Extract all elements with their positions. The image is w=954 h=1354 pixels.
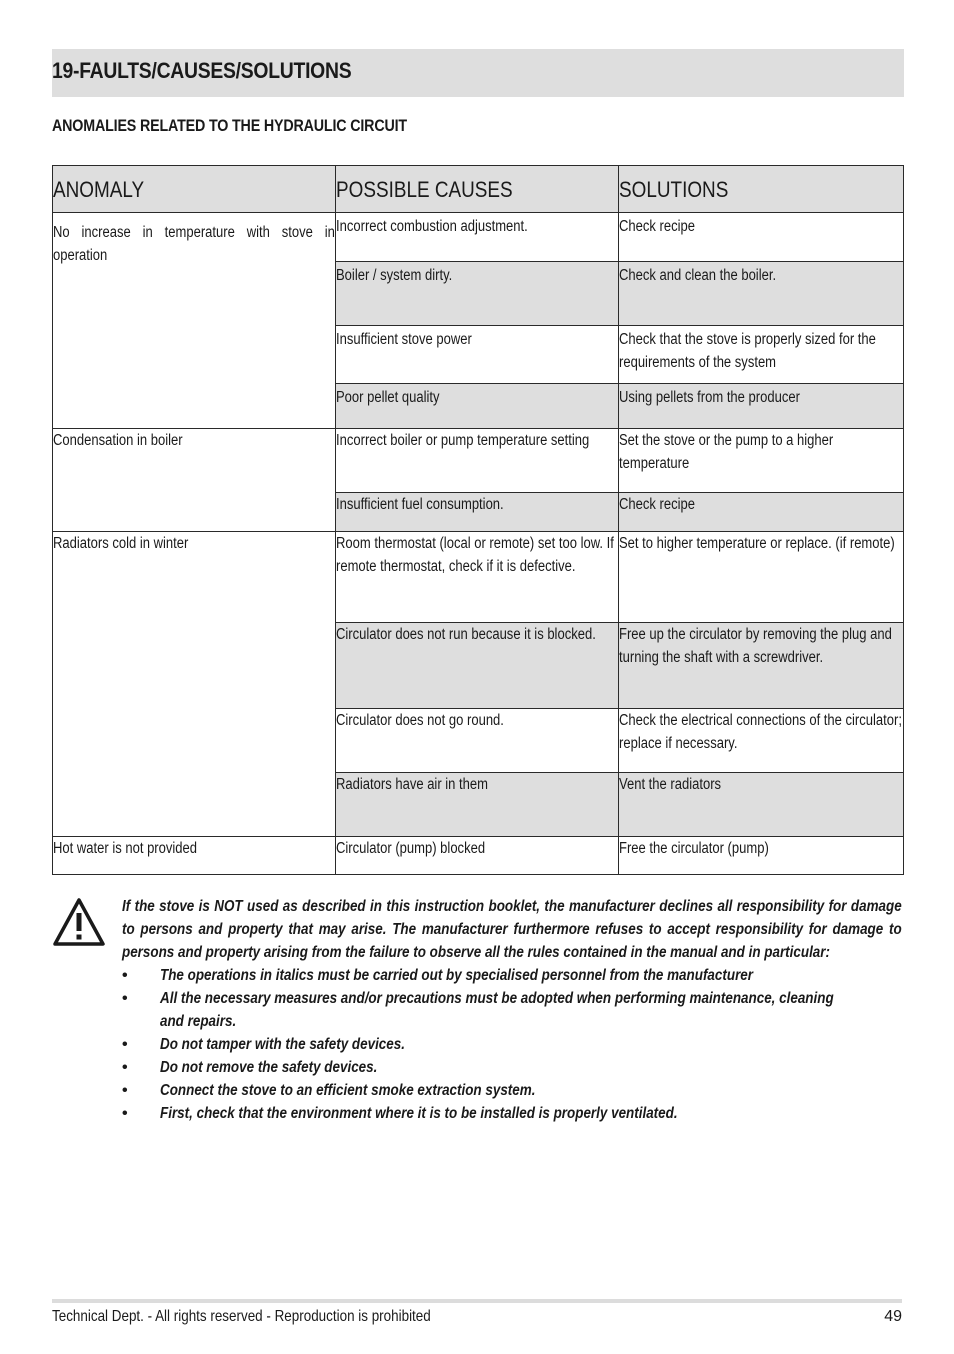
solution-cell: Check recipe [619,493,904,532]
cause-cell: Circulator does not run because it is blocked. [336,623,619,709]
cause-cell: Boiler / system dirty. [336,262,619,326]
warning-triangle-icon [52,897,106,947]
warning-list [122,964,902,1125]
faults-table [52,165,904,875]
solution-cell: Free the circulator (pump) [619,837,904,875]
table-header-row [53,166,904,213]
solution-cell: Using pellets from the producer [619,384,904,429]
solution-cell: Set the stove or the pump to a higher temperature [619,429,904,493]
solution-cell: Check and clean the boiler. [619,262,904,326]
section-title: 19-FAULTS/CAUSES/SOLUTIONS [52,58,352,83]
solution-cell: Vent the radiators [619,773,904,837]
cause-cell: Room thermostat (local or remote) set too low. If remote thermostat, check if it is defective. [336,532,619,623]
table-row [53,532,904,623]
section-subtitle: ANOMALIES RELATED TO THE HYDRAULIC CIRCUIT [52,116,407,135]
solution-cell: Check the electrical connections of the circulator; replace if necessary. [619,709,904,773]
header-anomaly: ANOMALY [53,166,336,213]
cause-cell: Incorrect combustion adjustment. [336,213,619,262]
anomaly-cell: Radiators cold in winter [53,532,336,837]
solution-cell: Free up the circulator by removing the plug and turning the shaft with a screwdriver. [619,623,904,709]
anomaly-cell: No increase in temperature with stove in operation [53,213,336,429]
table-row [53,213,904,262]
table-row [53,837,904,875]
anomaly-cell: Hot water is not provided [53,837,336,875]
anomaly-cell: Condensation in boiler [53,429,336,532]
list-item: • First, check that the environment where it is to be installed is properly ventilated. [122,1102,902,1125]
list-item: • Connect the stove to an efficient smoke extraction system. [122,1079,902,1102]
solution-cell: Set to higher temperature or replace. (if remote) [619,532,904,623]
solution-cell: Check that the stove is properly sized for the requirements of the system [619,326,904,384]
page-number: 49 [884,1308,902,1325]
footer-divider [52,1299,902,1303]
cause-cell: Circulator (pump) blocked [336,837,619,875]
table-row [53,429,904,493]
footer-copyright: Technical Dept. - All rights reserved - Reproduction is prohibited [52,1308,431,1325]
list-item: • The operations in italics must be carried out by specialised personnel from the manufacturer [122,964,902,987]
cause-cell: Circulator does not go round. [336,709,619,773]
cause-cell: Incorrect boiler or pump temperature setting [336,429,619,493]
cause-cell: Insufficient fuel consumption. [336,493,619,532]
solution-cell: Check recipe [619,213,904,262]
warning-intro: If the stove is NOT used as described in this instruction booklet, the manufacturer declines all responsibility for damage to persons and property that may arise. The manufacturer furthermore refuses to accept responsibility for damage to persons and property arising from the failure to observe all the rules contained in the manual and in particular: [122,898,902,961]
cause-cell: Poor pellet quality [336,384,619,429]
header-possible-causes: POSSIBLE CAUSES [336,166,619,213]
list-item: • Do not tamper with the safety devices. [122,1033,902,1056]
list-item: • All the necessary measures and/or precautions must be adopted when performing maintenance, cleaning and repairs. [122,987,902,1033]
cause-cell: Insufficient stove power [336,326,619,384]
cause-cell: Radiators have air in them [336,773,619,837]
warning-notice [122,895,902,1125]
header-solutions: SOLUTIONS [619,166,904,213]
list-item: • Do not remove the safety devices. [122,1056,902,1079]
